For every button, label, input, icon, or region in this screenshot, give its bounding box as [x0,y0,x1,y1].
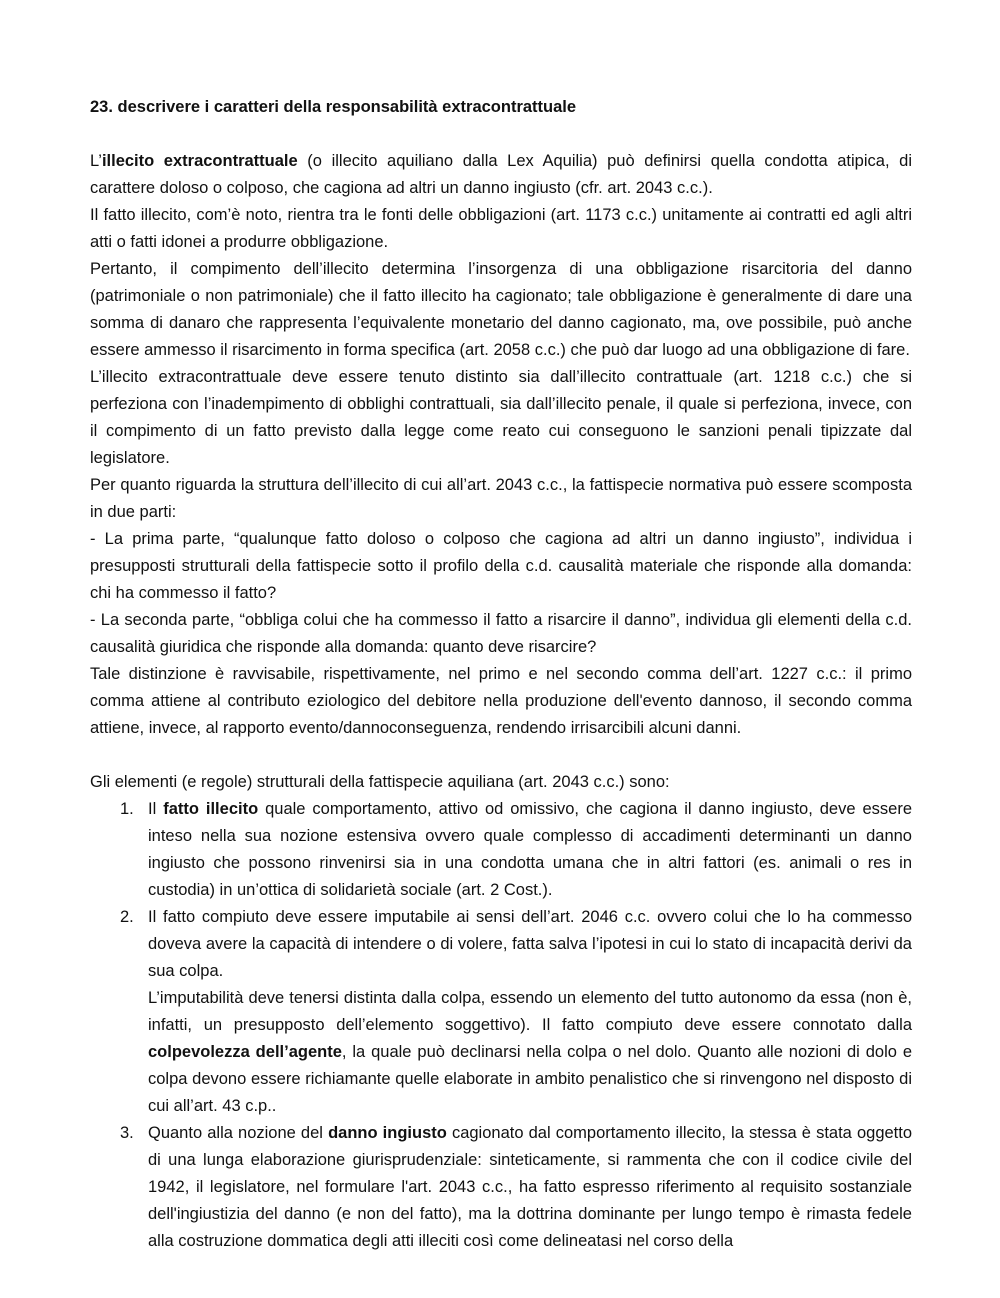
bold-term: illecito extracontrattuale [101,152,298,170]
text-run: Quanto alla nozione del [148,1124,329,1142]
paragraph-art-1227: Tale distinzione è ravvisabile, rispettivamente, nel primo e nel secondo comma dell’art. 1227 c.c.: il primo comma attiene al contributo eziologico del debitore nella produzione dell'evento dannoso, il secondo comma attiene, invece, al rapporto evento/dannoconseguenza, rendendo irrisarcibili alcuni danni. [90,665,912,737]
list-number: 3. [120,1124,134,1142]
list-item-text [148,985,912,1120]
paragraph-obligation: Pertanto, il compimento dell’illecito determina l’insorgenza di una obbligazione risarcitoria del danno (patrimoniale o non patrimoniale) che il fatto illecito ha cagionato; tale obbligazione è generalmente di dare una somma di danaro che rappresenta l’equivalente monetario del danno cagionato, ma, ove possibile, può anche essere ammesso il risarcimento in forma specifica (art. 2058 c.c.) che può dar luogo ad una obbligazione di fare. [90,260,912,359]
text-run: L’imputabilità deve tenersi distinta dalla colpa, essendo un elemento del tutto autonomo da essa (non è, infatti, un presupposto dell’elemento soggettivo). Il fatto compiuto deve essere connotato dalla [148,989,912,1034]
paragraph-sources: Il fatto illecito, com’è noto, rientra tra le fonti delle obbligazioni (art. 1173 c.c.) unitamente ai contratti ed agli altri atti o fatti idonei a produrre obbligazione. [90,206,912,251]
list-item-text [148,1120,912,1255]
spacer [90,742,912,769]
text-run: (o illecito aquiliano dalla Lex Aquilia) può definirsi quella condotta atipica, di carattere doloso o colposo, che cagiona ad altri un danno ingiusto (cfr. art. 2043 c.c.). [90,152,912,197]
section-title: 23. descrivere i caratteri della responsabilità extracontrattuale [90,98,577,116]
list-item [90,796,912,904]
text-run: cagionato dal comportamento illecito, la stessa è stata oggetto di una lunga elaborazione giurisprudenziale: sinteticamente, si rammenta che con il codice civile del 1942, il legislatore, nel formulare l'art. 2043 c.c., ha fatto espresso riferimento al requisito sostanziale dell'ingiustizia del danno (e non del fatto), ma la dottrina dominante per lungo tempo è rimasta fedele alla costruzione dommatica degli atti illeciti così come delineatasi nel corso della [148,1124,913,1250]
list-number: 1. [120,800,134,818]
text-run: quale comportamento, attivo od omissivo, che cagiona il danno ingiusto, deve essere inteso nella sua nozione estensiva ovvero quale complesso di accadimenti determinanti un danno ingiusto che possono rinvenirsi sia in una condotta umana che in altri fattori (es. animali o res in custodia) in un’ottica di solidarietà sociale (art. 2 Cost.). [148,800,912,899]
list-item-text: Il fatto compiuto deve essere imputabile ai sensi dell’art. 2046 c.c. ovvero colui che lo ha commesso doveva avere la capacità di intendere o di volere, fatta salva l’ipotesi in cui lo stato di incapacità derivi da sua colpa. [148,908,912,980]
list-number: 2. [120,908,134,926]
paragraph-distinction: L’illecito extracontrattuale deve essere tenuto distinto sia dall’illecito contrattuale (art. 1218 c.c.) che si perfeziona con l’inadempimento di obblighi contrattuali, sia dall’illecito penale, il quale si perfeziona, invece, con il compimento di un fatto previsto dalla legge come reato cui conseguono le sanzioni penali tipizzate dal legislatore. [90,368,912,467]
elements-lead: Gli elementi (e regole) strutturali della fattispecie aquiliana (art. 2043 c.c.) sono: [90,773,670,791]
list-item [90,904,912,1120]
text-run: Il [148,800,164,818]
text-run: L’ [90,152,102,170]
paragraph-second-part: - La seconda parte, “obbliga colui che ha commesso il fatto a risarcire il danno”, individua gli elementi della c.d. causalità giuridica che risponde alla domanda: quanto deve risarcire? [90,611,912,656]
paragraph-definition [90,148,912,202]
elements-list [90,796,912,1255]
list-item-text [148,796,912,904]
paragraph-first-part: - La prima parte, “qualunque fatto doloso o colposo che cagiona ad altri un danno ingiusto”, individua i presupposti strutturali della fattispecie sotto il profilo della c.d. causalità materiale che risponde alla domanda: chi ha commesso il fatto? [90,530,912,602]
paragraph-structure: Per quanto riguarda la struttura dell’illecito di cui all’art. 2043 c.c., la fattispecie normativa può essere scomposta in due parti: [90,476,912,521]
text-run: , la quale può declinarsi nella colpa o nel dolo. Quanto alle nozioni di dolo e colpa devono essere richiamante quelle elaborate in ambito penalistico che si rinvengono nel disposto di cui all’art. 43 c.p.. [148,1043,913,1115]
bold-term: fatto illecito [163,800,259,818]
bold-term: danno ingiusto [328,1124,447,1142]
list-item [90,1120,912,1255]
bold-term: colpevolezza dell’agente [148,1043,342,1061]
